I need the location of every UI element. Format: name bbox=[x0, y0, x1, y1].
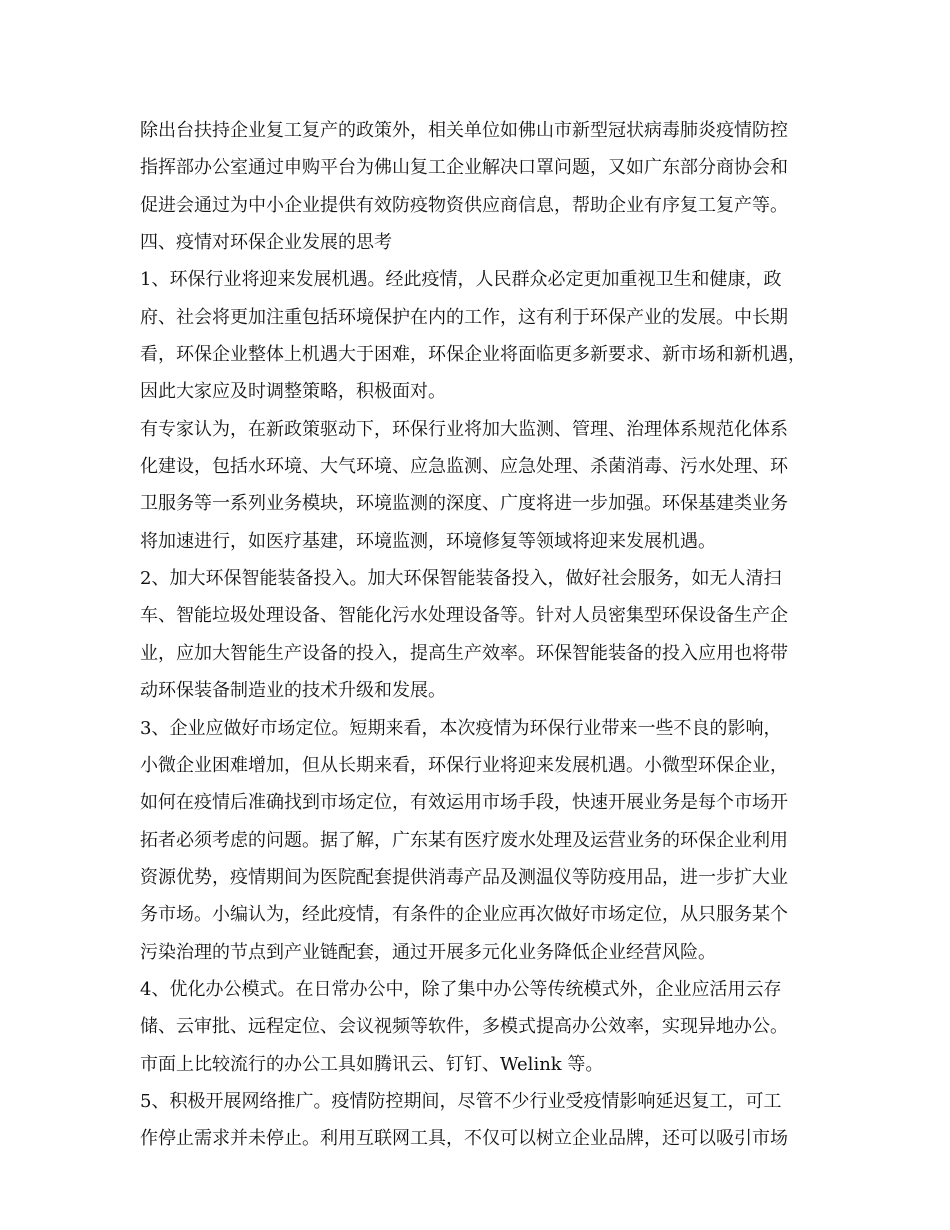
section-heading: 四、疫情对环保企业发展的思考 bbox=[140, 232, 392, 254]
text-line: 3、企业应做好市场定位。短期来看，本次疫情为环保行业带来一些不良的影响， bbox=[140, 717, 782, 739]
text-line: 府、社会将更加注重包括环境保护在内的工作，这有利于环保产业的发展。中长期 bbox=[140, 306, 788, 328]
text-line: 将加速进行，如医疗基建，环境监测，环境修复等领域将迎来发展机遇。 bbox=[140, 530, 716, 552]
text-line: 车、智能垃圾处理设备、智能化污水处理设备等。针对人员密集型环保设备生产企 bbox=[140, 605, 788, 627]
text-line: 4、优化办公模式。在日常办公中，除了集中办公等传统模式外，企业应活用云存 bbox=[140, 978, 782, 1000]
text-line: 作停止需求并未停止。利用互联网工具，不仅可以树立企业品牌，还可以吸引市场 bbox=[140, 1128, 788, 1150]
text-line: 务市场。小编认为，经此疫情，有条件的企业应再次做好市场定位，从只服务某个 bbox=[140, 904, 788, 926]
text-line: 促进会通过为中小企业提供有效防疫物资供应商信息，帮助企业有序复工复产等。 bbox=[140, 194, 788, 216]
text-line: 市面上比较流行的办公工具如腾讯云、钉钉、Welink 等。 bbox=[140, 1053, 604, 1075]
text-line: 1、环保行业将迎来发展机遇。经此疫情，人民群众必定更加重视卫生和健康，政 bbox=[140, 269, 782, 291]
text-line: 除出台扶持企业复工复产的政策外，相关单位如佛山市新型冠状病毒肺炎疫情防控 bbox=[140, 120, 788, 141]
text-line: 储、云审批、远程定位、会议视频等软件，多模式提高办公效率，实现异地办公。 bbox=[140, 1016, 788, 1038]
text-line: 化建设，包括水环境、大气环境、应急监测、应急处理、杀菌消毒、污水处理、环 bbox=[140, 456, 788, 478]
text-line: 卫服务等一系列业务模块，环境监测的深度、广度将进一步加强。环保基建类业务 bbox=[140, 493, 788, 515]
text-line: 小微企业困难增加，但从长期来看，环保行业将迎来发展机遇。小微型环保企业， bbox=[140, 754, 788, 776]
text-line: 2、加大环保智能装备投入。加大环保智能装备投入，做好社会服务，如无人清扫 bbox=[140, 568, 782, 590]
text-line: 资源优势，疫情期间为医院配套提供消毒产品及测温仪等防疫用品，进一步扩大业 bbox=[140, 866, 788, 888]
text-line: 如何在疫情后准确找到市场定位，有效运用市场手段，快速开展业务是每个市场开 bbox=[140, 792, 788, 814]
text-line: 指挥部办公室通过申购平台为佛山复工企业解决口罩问题，又如广东部分商协会和 bbox=[140, 157, 788, 179]
text-line: 有专家认为，在新政策驱动下，环保行业将加大监测、管理、治理体系规范化体系 bbox=[140, 418, 788, 440]
text-line: 看，环保企业整体上机遇大于困难，环保企业将面临更多新要求、新市场和新机遇， bbox=[140, 344, 806, 366]
text-line: 污染治理的节点到产业链配套，通过开展多元化业务降低企业经营风险。 bbox=[140, 941, 716, 963]
body-text bbox=[140, 112, 840, 1158]
text-line: 拓者必须考虑的问题。据了解，广东某有医疗废水处理及运营业务的环保企业利用 bbox=[140, 829, 788, 851]
text-line: 动环保装备制造业的技术升级和发展。 bbox=[140, 680, 446, 702]
text-line: 5、积极开展网络推广。疫情防控期间，尽管不少行业受疫情影响延迟复工，可工 bbox=[140, 1090, 782, 1112]
text-line: 业，应加大智能生产设备的投入，提高生产效率。环保智能装备的投入应用也将带 bbox=[140, 642, 788, 664]
text-line: 因此大家应及时调整策略，积极面对。 bbox=[140, 381, 446, 403]
